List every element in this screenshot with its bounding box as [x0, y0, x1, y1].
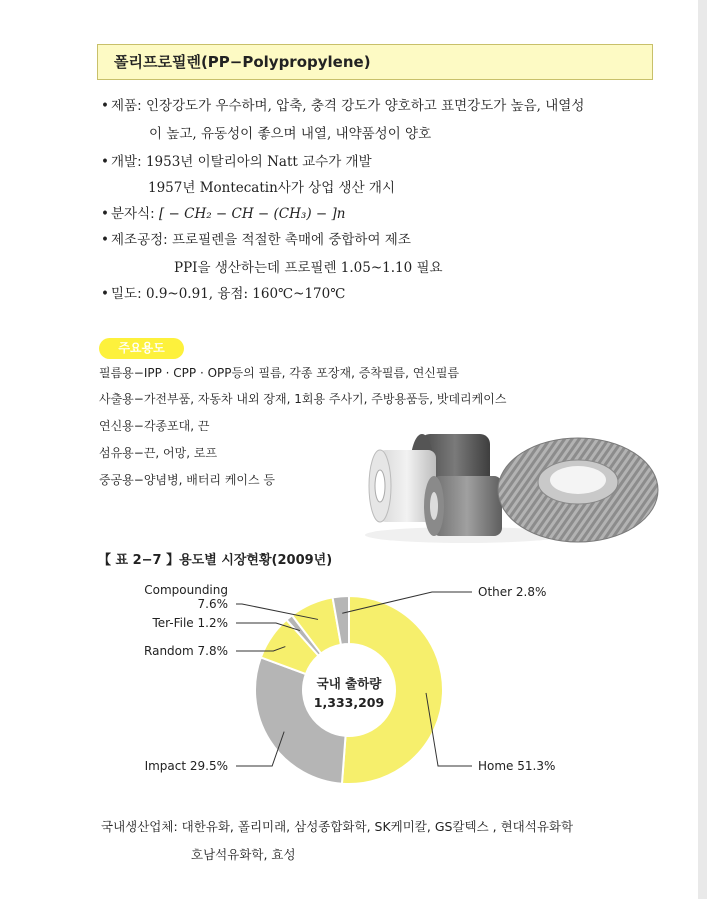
spec-products-label: 제품: — [111, 98, 142, 114]
table-title: 【 표 2−7 】용도별 시장현황(2009년) — [98, 553, 333, 568]
slice-label: Other 2.8% — [478, 585, 547, 599]
use-item: 섬유용−끈, 어망, 로프 — [99, 446, 218, 460]
center-value: 1,333,209 — [313, 695, 385, 710]
spec-formula-value: [ − CH₂ − CH − (CH₃) − ]n — [158, 206, 346, 222]
slice-label: Ter-File 1.2% — [152, 616, 228, 630]
use-item: 사출용−가전부품, 자동차 내외 장재, 1회용 주사기, 주방용품등, 밧데리케이스 — [99, 392, 507, 406]
spec-density-value: 0.9~0.91, 융점: 160℃~170℃ — [145, 286, 346, 302]
spec-products: • 제품: 인장강도가 우수하며, 압축, 충격 강도가 양호하고 표면강도가 높음, 내열성 — [101, 98, 585, 114]
slice-label: Random 7.8% — [144, 644, 228, 658]
spec-development-line2: 1957년 Montecatin사가 상업 생산 개시 — [148, 180, 395, 196]
spec-process: • 제조공정: 프로필렌을 적절한 촉매에 중합하여 제조 — [101, 232, 411, 248]
gray-band-roll — [424, 476, 502, 536]
slice-label: Home 51.3% — [478, 759, 556, 773]
section-title: 폴리프로필렌(PP−Polypropylene) — [97, 44, 653, 80]
producers-line2: 호남석유화학, 효성 — [191, 847, 296, 862]
spec-process-line1: 프로필렌을 적절한 촉매에 중합하여 제조 — [172, 232, 411, 248]
spec-development-label: 개발: — [111, 154, 142, 170]
spec-development: • 개발: 1953년 이탈리아의 Natt 교수가 개발 — [101, 154, 372, 170]
use-item: 필름용−IPP · CPP · OPP등의 필름, 각종 포장재, 증착필름, 연신필름 — [99, 366, 460, 380]
spec-products-line2: 이 높고, 유동성이 좋으며 내열, 내약품성이 양호 — [149, 126, 432, 142]
spec-process-line2: PPI을 생산하는데 프로필렌 1.05~1.10 필요 — [174, 260, 443, 276]
rope-coil — [498, 438, 658, 542]
center-label: 국내 출하량 — [316, 676, 382, 691]
pp-products-photo — [360, 420, 660, 545]
market-share-donut-chart — [0, 580, 707, 800]
spec-products-line1: 인장강도가 우수하며, 압축, 충격 강도가 양호하고 표면강도가 높음, 내열성 — [145, 98, 585, 114]
use-item: 중공용−양념병, 배터리 케이스 등 — [99, 473, 276, 487]
spec-development-line1: 1953년 이탈리아의 Natt 교수가 개발 — [145, 154, 372, 170]
domestic-producers — [101, 817, 574, 862]
slice-label: Impact 29.5% — [144, 759, 228, 773]
main-uses-tag: 주요용도 — [99, 338, 184, 359]
use-item: 연신용−각종포대, 끈 — [99, 419, 210, 433]
spec-formula: • 분자식: [ − CH₂ − CH − (CH₃) − ]n — [101, 206, 346, 222]
slice-label: Compounding 7.6% — [144, 583, 228, 611]
spec-density-label: 밀도: — [111, 286, 142, 302]
spec-process-label: 제조공정: — [111, 232, 168, 248]
spec-density: • 밀도: 0.9~0.91, 융점: 160℃~170℃ — [101, 286, 346, 302]
producers-line1: 국내생산업체: 대한유화, 폴리미래, 삼성종합화학, SK케미칼, GS칼텍스 , 현대석유화학 — [101, 819, 574, 834]
spec-formula-label: 분자식: — [111, 206, 155, 222]
